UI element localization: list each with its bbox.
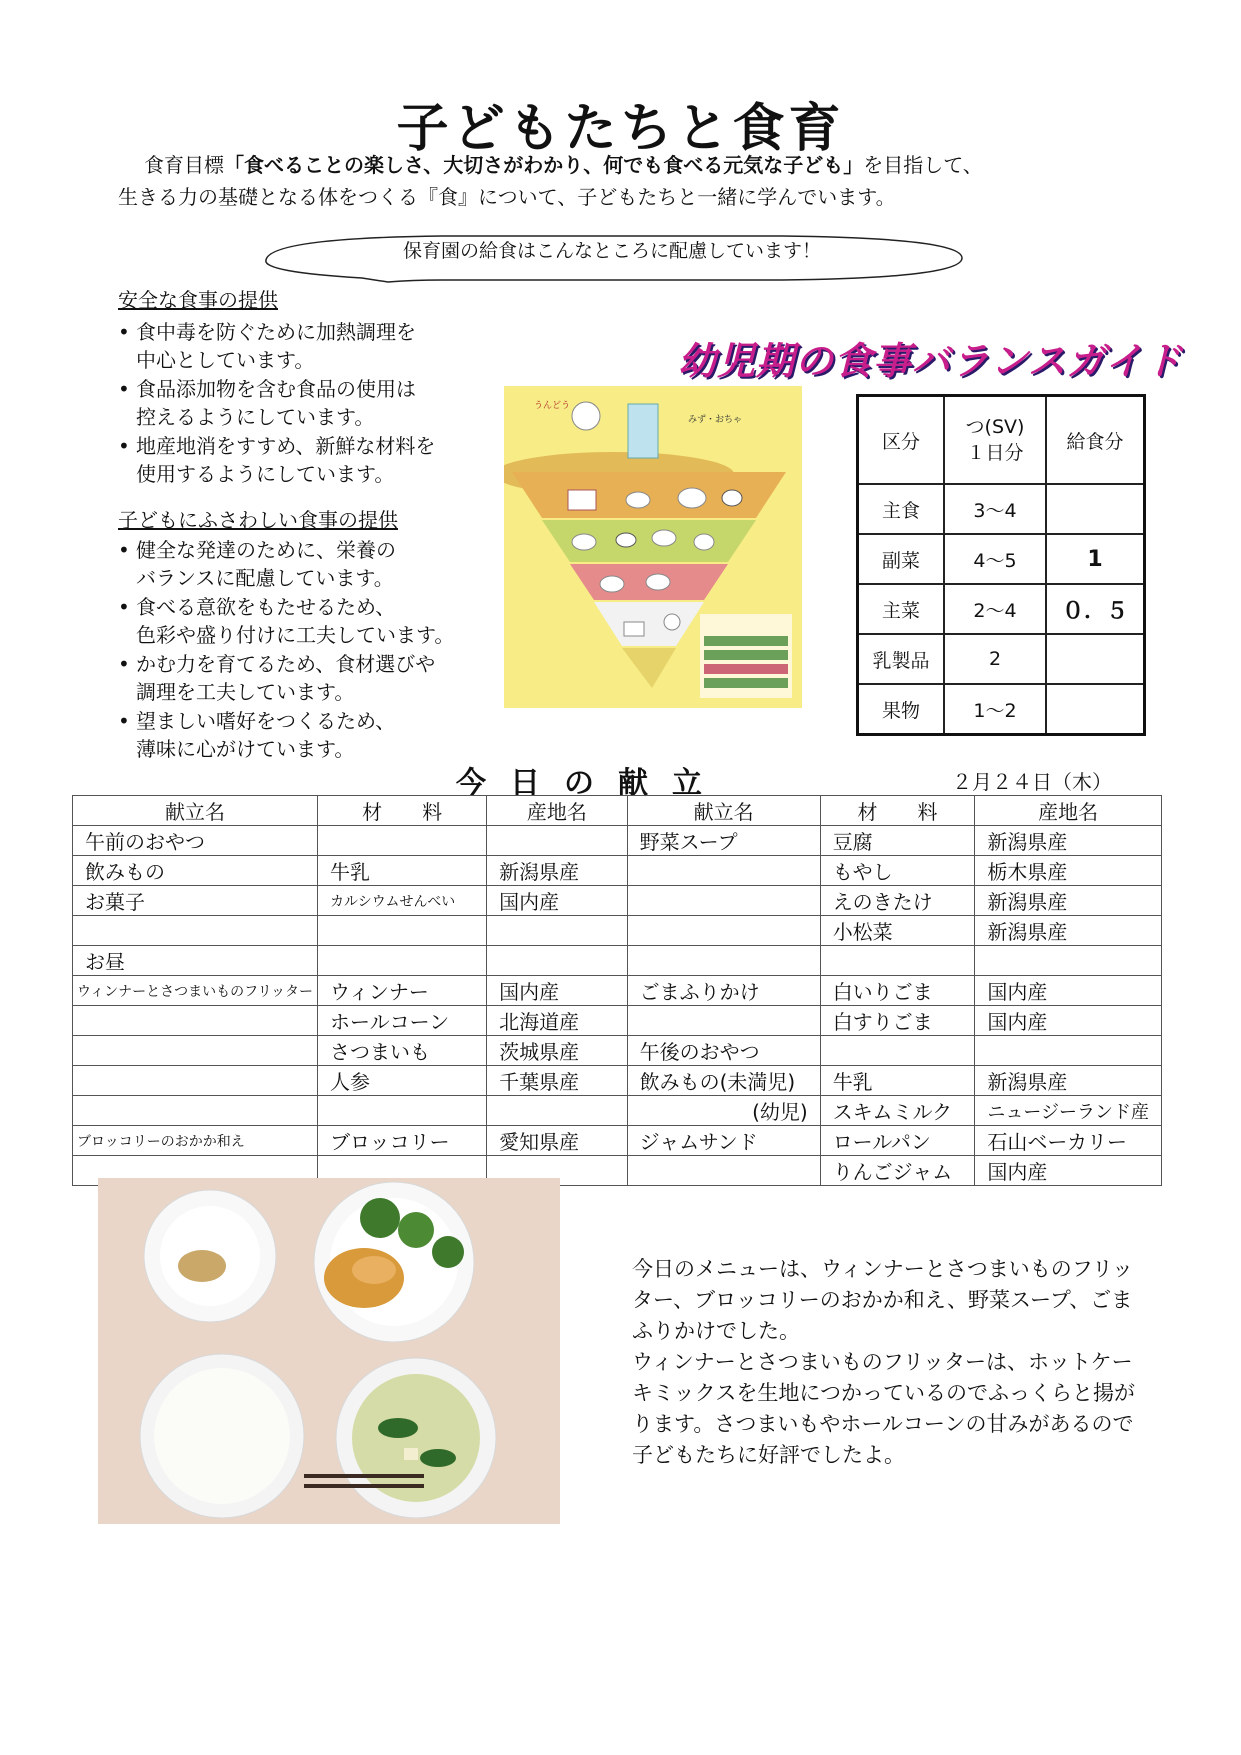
table-row <box>73 856 1162 886</box>
table-cell: 白すりごま <box>820 1006 975 1036</box>
intro-suffix: を目指して、 <box>863 153 983 177</box>
intro-line-2: 生きる力の基礎となる体をつくる『食』について、子どもたちと一緒に学んでいます。 <box>118 185 896 209</box>
table-cell: ロールパン <box>820 1126 975 1156</box>
table-cell: ブロッコリー <box>318 1126 487 1156</box>
balance-guide-title: 幼児期の食事バランスガイド <box>678 339 1183 383</box>
table-row <box>858 396 1145 485</box>
table-cell <box>318 946 487 976</box>
table-header: 産地名 <box>975 796 1162 826</box>
menu-date: ２月２４日（木） <box>952 770 1112 794</box>
intro-line-1 <box>118 150 1158 180</box>
table-header: 産地名 <box>487 796 628 826</box>
list-item: • 食中毒を防ぐために加熱調理を 中心としています。 <box>116 318 486 374</box>
table-cell: 北海道産 <box>487 1006 628 1036</box>
table-cell: 果物 <box>858 684 945 735</box>
table-cell <box>627 916 820 946</box>
table-cell: 新潟県産 <box>975 1066 1162 1096</box>
table-cell <box>627 946 820 976</box>
table-cell: ごまふりかけ <box>627 976 820 1006</box>
table-cell: 飲みもの <box>73 856 318 886</box>
table-cell: 栃木県産 <box>975 856 1162 886</box>
table-cell: 主菜 <box>858 584 945 634</box>
table-cell: 国内産 <box>487 886 628 916</box>
table-cell: 副菜 <box>858 534 945 584</box>
table-cell: ウィンナーとさつまいものフリッター <box>73 976 318 1006</box>
table-cell: 野菜スープ <box>627 826 820 856</box>
table-row <box>858 584 1145 634</box>
table-cell: 小松菜 <box>820 916 975 946</box>
list-item: • 望ましい嗜好をつくるため、 薄味に心がけています。 <box>116 707 496 763</box>
table-cell: りんごジャム <box>820 1156 975 1186</box>
table-cell: スキムミルク <box>820 1096 975 1126</box>
table-cell <box>487 1096 628 1126</box>
table-row <box>73 976 1162 1006</box>
table-cell <box>627 1156 820 1186</box>
table-cell <box>820 946 975 976</box>
table-header: 材 料 <box>820 796 975 826</box>
table-cell: 午後のおやつ <box>627 1036 820 1066</box>
table-cell: 千葉県産 <box>487 1066 628 1096</box>
table-cell: さつまいも <box>318 1036 487 1066</box>
table-cell: ウィンナー <box>318 976 487 1006</box>
table-cell <box>627 856 820 886</box>
table-row <box>73 1036 1162 1066</box>
table-cell: カルシウムせんべい <box>318 886 487 916</box>
balance-guide-table <box>856 394 1146 736</box>
table-cell <box>73 1006 318 1036</box>
menu-table <box>72 795 1162 1186</box>
table-cell <box>73 1066 318 1096</box>
table-cell <box>487 916 628 946</box>
table-cell <box>318 1096 487 1126</box>
table-cell: 3～4 <box>944 484 1046 534</box>
table-cell: 国内産 <box>975 976 1162 1006</box>
table-header: 材 料 <box>318 796 487 826</box>
table-cell <box>975 1036 1162 1066</box>
table-cell <box>1046 634 1145 684</box>
table-cell: もやし <box>820 856 975 886</box>
table-cell: (幼児) <box>627 1096 820 1126</box>
safe-section-list <box>116 318 486 489</box>
table-cell <box>627 886 820 916</box>
table-cell: 4～5 <box>944 534 1046 584</box>
balance-guide-pyramid-illustration <box>504 386 802 708</box>
svg-text:うんどう: うんどう <box>534 400 571 410</box>
table-cell: ジャムサンド <box>627 1126 820 1156</box>
table-cell: 1～2 <box>944 684 1046 735</box>
table-row <box>858 634 1145 684</box>
table-row <box>73 1126 1162 1156</box>
table-cell: 愛知県産 <box>487 1126 628 1156</box>
table-cell: ０．５ <box>1046 584 1145 634</box>
table-cell: 牛乳 <box>318 856 487 886</box>
table-cell: えのきたけ <box>820 886 975 916</box>
table-cell <box>1046 684 1145 735</box>
table-row <box>858 484 1145 534</box>
table-cell: 豆腐 <box>820 826 975 856</box>
table-row <box>73 1096 1162 1126</box>
table-cell: 人参 <box>318 1066 487 1096</box>
table-cell: 主食 <box>858 484 945 534</box>
table-header: 区分 <box>858 396 945 485</box>
svg-text:みず・おちゃ: みず・おちゃ <box>688 414 743 424</box>
menu-title: 今日の献立 <box>456 766 726 801</box>
table-cell: ブロッコリーのおかか和え <box>73 1126 318 1156</box>
list-item: • 食べる意欲をもたせるため、 色彩や盛り付けに工夫しています。 <box>116 593 496 649</box>
table-cell <box>487 826 628 856</box>
list-item: • 食品添加物を含む食品の使用は 控えるようにしています。 <box>116 375 486 431</box>
description-paragraph: 今日のメニューは、ウィンナーとさつまいものフリッター、ブロッコリーのおかか和え、野菜スープ、ごまふりかけでした。 <box>632 1257 1134 1343</box>
table-cell: 2～4 <box>944 584 1046 634</box>
menu-description <box>632 1254 1152 1471</box>
table-cell <box>318 826 487 856</box>
table-cell: 白いりごま <box>820 976 975 1006</box>
table-cell: 2 <box>944 634 1046 684</box>
safe-section-heading: 安全な食事の提供 <box>118 288 278 312</box>
table-header: 献立名 <box>627 796 820 826</box>
table-header: 給食分 <box>1046 396 1145 485</box>
table-cell: ニュージーランド産 <box>975 1096 1162 1126</box>
table-row <box>73 796 1162 826</box>
table-cell <box>975 946 1162 976</box>
list-item: • 地産地消をすすめ、新鮮な材料を 使用するようにしています。 <box>116 432 486 488</box>
table-row <box>73 916 1162 946</box>
table-cell: 国内産 <box>487 976 628 1006</box>
table-row <box>858 534 1145 584</box>
table-row <box>73 946 1162 976</box>
table-cell: お菓子 <box>73 886 318 916</box>
table-header: 献立名 <box>73 796 318 826</box>
table-cell: 新潟県産 <box>487 856 628 886</box>
list-item: • かむ力を育てるため、食材選びや 調理を工夫しています。 <box>116 650 496 706</box>
table-cell: 新潟県産 <box>975 916 1162 946</box>
table-cell <box>73 1036 318 1066</box>
table-cell <box>1046 484 1145 534</box>
list-item: • 健全な発達のために、栄養の バランスに配慮しています。 <box>116 536 496 592</box>
table-cell: 国内産 <box>975 1006 1162 1036</box>
table-header: つ(SV) １日分 <box>944 396 1046 485</box>
table-cell: 牛乳 <box>820 1066 975 1096</box>
page-title: 子どもたちと食育 <box>396 99 845 159</box>
lunch-photo <box>98 1178 560 1524</box>
table-cell: 午前のおやつ <box>73 826 318 856</box>
table-row <box>73 1066 1162 1096</box>
table-cell: 乳製品 <box>858 634 945 684</box>
speech-bubble-text: 保育園の給食はこんなところに配慮しています！ <box>402 240 821 262</box>
table-cell <box>487 946 628 976</box>
table-row <box>73 886 1162 916</box>
table-cell: 国内産 <box>975 1156 1162 1186</box>
table-cell <box>627 1006 820 1036</box>
table-cell: お昼 <box>73 946 318 976</box>
table-cell: 新潟県産 <box>975 826 1162 856</box>
intro-goal: 「食べることの楽しさ、大切さがわかり、何でも食べる元気な子ども」 <box>224 153 864 177</box>
table-cell: 1 <box>1046 534 1145 584</box>
table-cell: ホールコーン <box>318 1006 487 1036</box>
description-paragraph: ウィンナーとさつまいものフリッターは、ホットケーキミックスを生地につかっているのでふっくらと揚がります。さつまいもやホールコーンの甘みがあるので子どもたちに好評でしたよ。 <box>632 1350 1135 1467</box>
table-row <box>858 684 1145 735</box>
intro-prefix: 食育目標 <box>144 153 224 177</box>
table-cell: 石山ベーカリー <box>975 1126 1162 1156</box>
kids-section-heading: 子どもにふさわしい食事の提供 <box>118 508 398 532</box>
table-cell: 茨城県産 <box>487 1036 628 1066</box>
table-cell <box>318 916 487 946</box>
table-cell: 飲みもの(未満児) <box>627 1066 820 1096</box>
table-cell <box>73 1096 318 1126</box>
table-row <box>73 1006 1162 1036</box>
kids-section-list <box>116 536 496 764</box>
table-row <box>73 826 1162 856</box>
table-cell <box>73 916 318 946</box>
table-cell <box>820 1036 975 1066</box>
table-cell: 新潟県産 <box>975 886 1162 916</box>
